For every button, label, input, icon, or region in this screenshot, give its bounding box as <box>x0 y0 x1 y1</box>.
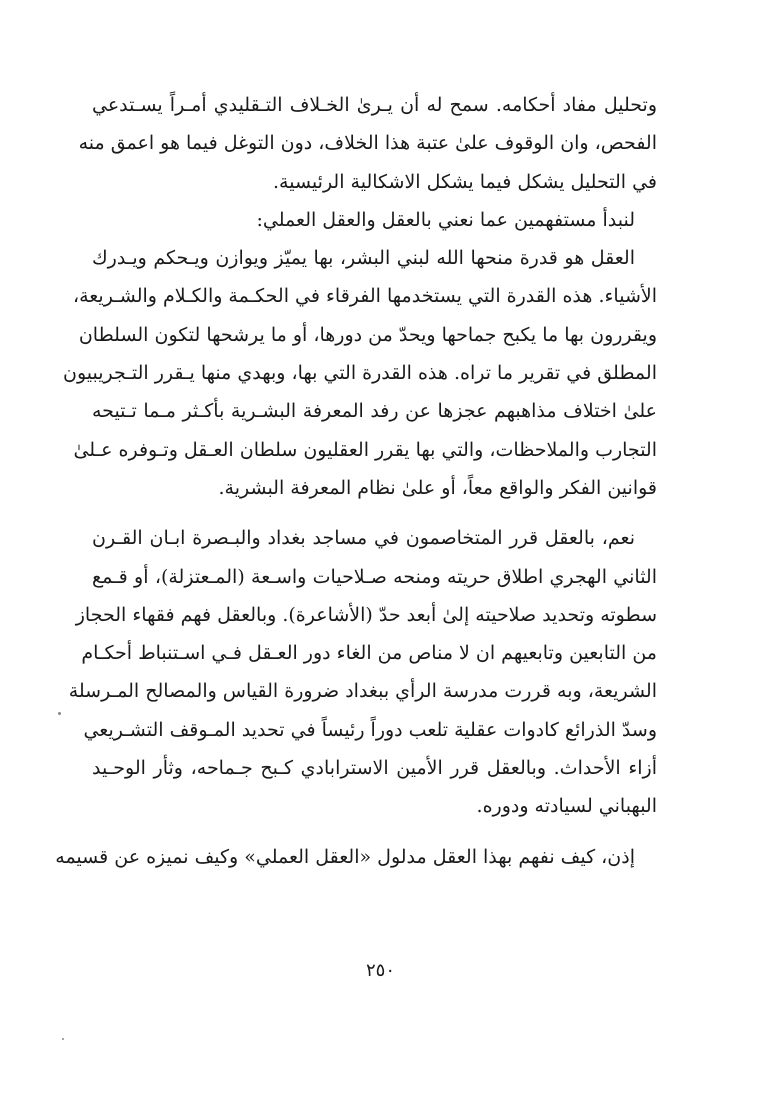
text-line: البهباني لسيادته ودوره. <box>476 795 657 818</box>
paragraph-3 <box>63 239 657 507</box>
text-line: إذن، كيف نفهم بهذا العقل مدلول «العقل العملي» وكيف نميزه عن قسيمه <box>55 845 635 868</box>
paragraph-gap <box>92 507 657 519</box>
text-line: قوانين الفكر والواقع معاً، أو علىٰ نظام المعرفة البشرية. <box>218 476 657 499</box>
paragraph-gap <box>92 826 657 838</box>
text-line: نعم، بالعقل قرر المتخاصمون في مساجد بغداد والبـصرة ابـان القـرن <box>92 527 635 550</box>
text-line: من التابعين وتابعيهم ان لا مناص من الغاء دور العـقل فـي اسـتنباط أحكـام <box>81 642 657 665</box>
text-line: الشريعة، وبه قررت مدرسة الرأي ببغداد ضرورة القياس والمصالح المـرسلة <box>68 680 657 703</box>
text-line: الأشياء. هذه القدرة التي يستخدمها الفرقاء في الحكـمة والكـلام والشـريعة، <box>72 285 657 308</box>
text-line: ويقررون بها ما يكبح جماحها ويحدّ من دورها، أو ما يرشحها لتكون السلطان <box>78 323 657 346</box>
text-line: الثاني الهجري اطلاق حريته ومنحه صـلاحيات واسـعة (المـعتزلة)، أو قـمع <box>92 565 657 588</box>
scan-speck <box>62 1038 64 1040</box>
text-line: لنبدأ مستفهمين عما نعني بالعقل والعقل العملي: <box>256 208 635 231</box>
paragraph-1 <box>78 86 657 201</box>
page-number: ٢٥٠ <box>365 960 395 981</box>
body-text <box>55 86 657 876</box>
text-line: الفحص، وان الوقوف علىٰ عتبة هذا الخلاف، دون التوغل فيما هو اعمق منه <box>78 132 657 155</box>
paragraph-2 <box>92 201 657 239</box>
scan-speck <box>58 712 61 715</box>
text-line: في التحليل يشكل فيما يشكل الاشكالية الرئيسية. <box>273 170 657 193</box>
text-line: سطوته وتحديد صلاحيته إلىٰ أبعد حدّ (الأشاعرة). وبالعقل فهم فقهاء الحجاز <box>75 603 657 626</box>
text-line: وتحليل مفاد أحكامه. سمح له أن يـرىٰ الخـلاف التـقليدي أمـراً يسـتدعي <box>92 94 657 116</box>
paragraph-5 <box>55 838 657 876</box>
text-line: العقل هو قدرة منحها الله لبني البشر، بها يميّز ويوازن ويـحكم ويـدرك <box>92 247 635 270</box>
text-line: وسدّ الذرائع كادوات عقلية تلعب دوراً رئيساً في تحديد المـوقف التشـريعي <box>83 718 657 741</box>
text-line: علىٰ اختلاف مذاهبهم عجزها عن رفد المعرفة البشـرية بأكـثر مـما تـتيحه <box>92 400 657 423</box>
text-line: المطلق في تقرير ما تراه. هذه القدرة التي بها، وبهدي منها يـقرر التـجريبيون <box>63 362 657 385</box>
text-line: التجارب والملاحظات، والتي بها يقرر العقليون سلطان العـقل وتـوفره عـلىٰ <box>73 438 657 461</box>
paragraph-4 <box>68 519 657 825</box>
text-line: أزاء الأحداث. وبالعقل قرر الأمين الاسترابادي كـبح جـماحه، وثأر الوحـيد <box>92 757 657 780</box>
